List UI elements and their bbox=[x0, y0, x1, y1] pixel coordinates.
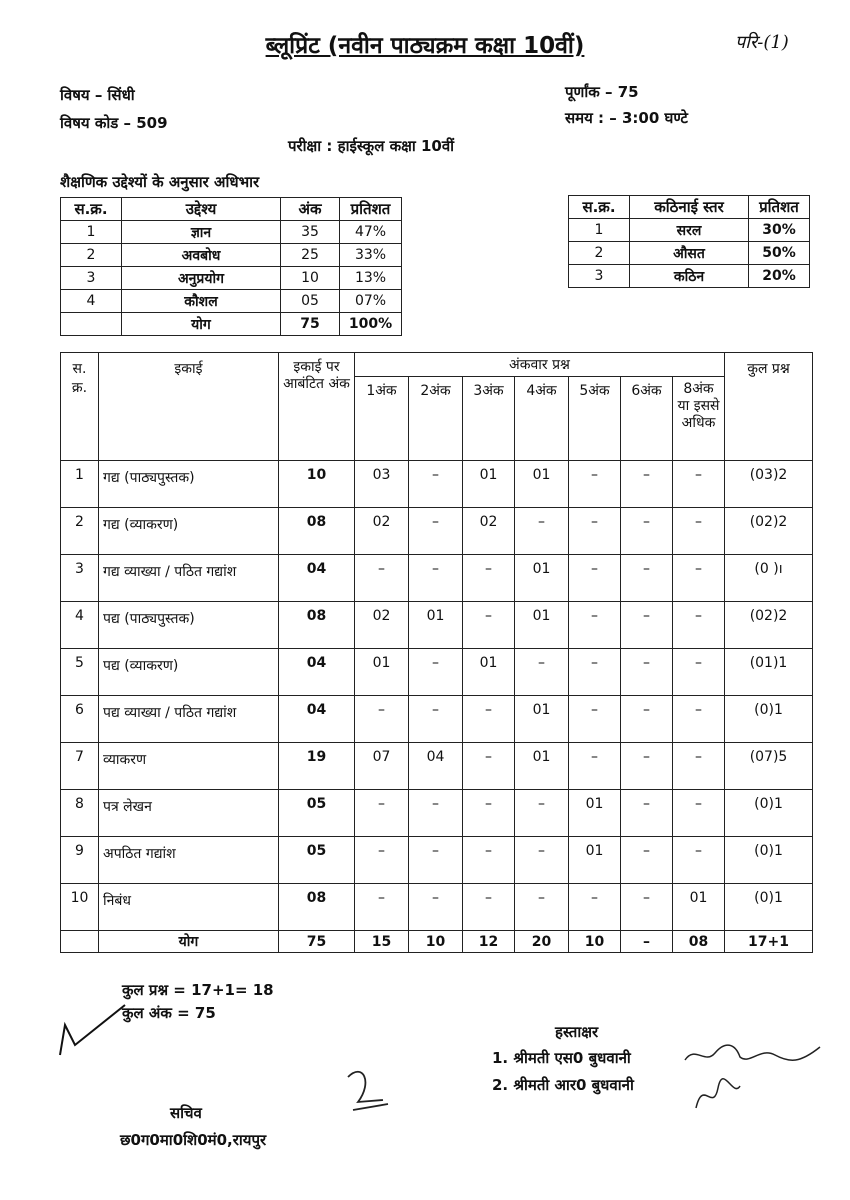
cell: 13% bbox=[340, 267, 402, 290]
cell: – bbox=[409, 696, 463, 743]
header-col-3: 3अंक bbox=[463, 377, 515, 461]
total-marks-note: कुल अंक = 75 bbox=[122, 1004, 216, 1022]
cell: – bbox=[355, 837, 409, 884]
header-col-4: 4अंक bbox=[515, 377, 569, 461]
cell: – bbox=[621, 555, 673, 602]
cell: – bbox=[355, 696, 409, 743]
cell: 10 bbox=[281, 267, 340, 290]
table-row bbox=[61, 290, 402, 313]
cell: (0)1 bbox=[725, 837, 813, 884]
table-row bbox=[61, 602, 813, 649]
cell: – bbox=[515, 884, 569, 931]
cell: – bbox=[673, 649, 725, 696]
header-allotted-marks: इकाई पर आबंटित अंक bbox=[279, 353, 355, 461]
cell: – bbox=[673, 790, 725, 837]
cell: – bbox=[409, 461, 463, 508]
difficulty-table bbox=[568, 195, 810, 288]
exam-time: समय : – 3:00 घण्टे bbox=[565, 109, 688, 127]
cell: – bbox=[463, 743, 515, 790]
cell: – bbox=[569, 602, 621, 649]
cell: कौशल bbox=[122, 290, 281, 313]
cell: 5 bbox=[61, 649, 99, 696]
total-cell: 15 bbox=[355, 931, 409, 953]
header-row-1 bbox=[61, 353, 813, 377]
cell: 4 bbox=[61, 602, 99, 649]
total-cell: 12 bbox=[463, 931, 515, 953]
cell: व्याकरण bbox=[99, 743, 279, 790]
cell: 35 bbox=[281, 221, 340, 244]
cell: 3 bbox=[61, 267, 122, 290]
cell: 01 bbox=[463, 649, 515, 696]
cell: पद्य व्याख्या / पठित गद्यांश bbox=[99, 696, 279, 743]
cell: – bbox=[621, 602, 673, 649]
cell: – bbox=[673, 837, 725, 884]
cell: – bbox=[355, 884, 409, 931]
total-label: योग bbox=[99, 931, 279, 953]
cell: – bbox=[621, 884, 673, 931]
total-cell: 10 bbox=[409, 931, 463, 953]
cell: (0)1 bbox=[725, 790, 813, 837]
cell: – bbox=[409, 508, 463, 555]
col-sno: स.क्र. bbox=[569, 196, 630, 219]
subject: विषय – सिंधी bbox=[60, 86, 135, 104]
cell: – bbox=[569, 649, 621, 696]
cell: (02)2 bbox=[725, 508, 813, 555]
cell: – bbox=[409, 790, 463, 837]
secretary-label: सचिव bbox=[170, 1104, 202, 1122]
cell: पद्य (पाठ्यपुस्तक) bbox=[99, 602, 279, 649]
exam-name: परीक्षा : हाईस्कूल कक्षा 10वीं bbox=[288, 137, 455, 155]
cell: 2 bbox=[569, 242, 630, 265]
cell: 04 bbox=[279, 696, 355, 743]
header-total-questions: कुल प्रश्न bbox=[725, 353, 813, 461]
cell: निबंध bbox=[99, 884, 279, 931]
cell: गद्य (पाठ्यपुस्तक) bbox=[99, 461, 279, 508]
table-row bbox=[61, 743, 813, 790]
cell: – bbox=[355, 790, 409, 837]
cell: – bbox=[409, 884, 463, 931]
cell: 01 bbox=[355, 649, 409, 696]
cell: – bbox=[463, 790, 515, 837]
table-row bbox=[61, 696, 813, 743]
cell: 1 bbox=[61, 221, 122, 244]
cell: 05 bbox=[281, 290, 340, 313]
cell: (0)1 bbox=[725, 696, 813, 743]
cell: पत्र लेखन bbox=[99, 790, 279, 837]
blueprint-table bbox=[60, 352, 813, 953]
cell: – bbox=[621, 461, 673, 508]
cell: – bbox=[515, 790, 569, 837]
cell: – bbox=[463, 837, 515, 884]
objectives-table bbox=[60, 197, 402, 336]
cell: 4 bbox=[61, 290, 122, 313]
cell: 19 bbox=[279, 743, 355, 790]
cell: – bbox=[673, 508, 725, 555]
table-row bbox=[569, 265, 810, 288]
table-row bbox=[61, 244, 402, 267]
signatory-1: 1. श्रीमती एस0 बुधवानी bbox=[492, 1049, 631, 1067]
cell: – bbox=[463, 884, 515, 931]
cell: 01 bbox=[409, 602, 463, 649]
table-row bbox=[61, 461, 813, 508]
signature-heading: हस्ताक्षर bbox=[555, 1023, 599, 1041]
cell: 03 bbox=[355, 461, 409, 508]
header-markwise: अंकवार प्रश्न bbox=[355, 353, 725, 377]
total-cell: 08 bbox=[673, 931, 725, 953]
cell: – bbox=[355, 555, 409, 602]
cell: 04 bbox=[409, 743, 463, 790]
cell: 1 bbox=[61, 461, 99, 508]
total-percent: 100% bbox=[340, 313, 402, 336]
cell: 01 bbox=[515, 696, 569, 743]
cell: 50% bbox=[749, 242, 810, 265]
cell: – bbox=[409, 649, 463, 696]
cell: – bbox=[569, 461, 621, 508]
table-row bbox=[61, 837, 813, 884]
table-row bbox=[61, 267, 402, 290]
objectives-heading: शैक्षणिक उद्देश्यों के अनुसार अधिभार bbox=[60, 173, 260, 191]
cell: सरल bbox=[630, 219, 749, 242]
total-cell: 10 bbox=[569, 931, 621, 953]
cell: (0 )ı bbox=[725, 555, 813, 602]
table-row bbox=[61, 884, 813, 931]
margin-stroke bbox=[55, 1000, 130, 1060]
cell: 01 bbox=[515, 602, 569, 649]
header-unit: इकाई bbox=[99, 353, 279, 461]
col-objective: उद्देश्य bbox=[122, 198, 281, 221]
cell: अपठित गद्यांश bbox=[99, 837, 279, 884]
cell: ज्ञान bbox=[122, 221, 281, 244]
total-questions-note: कुल प्रश्न = 17+1= 18 bbox=[122, 981, 274, 999]
cell: 07% bbox=[340, 290, 402, 313]
col-level: कठिनाई स्तर bbox=[630, 196, 749, 219]
cell: – bbox=[621, 790, 673, 837]
cell: – bbox=[621, 649, 673, 696]
cell: – bbox=[673, 555, 725, 602]
full-marks: पूर्णांक – 75 bbox=[565, 83, 639, 101]
cell: 30% bbox=[749, 219, 810, 242]
cell: 02 bbox=[355, 602, 409, 649]
cell: – bbox=[515, 837, 569, 884]
cell: 01 bbox=[515, 555, 569, 602]
cell: गद्य व्याख्या / पठित गद्यांश bbox=[99, 555, 279, 602]
cell: 04 bbox=[279, 555, 355, 602]
header-col-2: 2अंक bbox=[409, 377, 463, 461]
col-sno: स.क्र. bbox=[61, 198, 122, 221]
cell: – bbox=[409, 837, 463, 884]
cell: 8 bbox=[61, 790, 99, 837]
signature-2 bbox=[688, 1068, 748, 1118]
objectives-header-row bbox=[61, 198, 402, 221]
cell: 25 bbox=[281, 244, 340, 267]
cell: अवबोध bbox=[122, 244, 281, 267]
total-questions: 17+1 bbox=[725, 931, 813, 953]
cell: – bbox=[515, 649, 569, 696]
cell: 33% bbox=[340, 244, 402, 267]
cell: 9 bbox=[61, 837, 99, 884]
cell: – bbox=[673, 602, 725, 649]
cell: 08 bbox=[279, 884, 355, 931]
cell: – bbox=[569, 743, 621, 790]
total-marks: 75 bbox=[281, 313, 340, 336]
cell: 10 bbox=[279, 461, 355, 508]
header-col-6: 6अंक bbox=[621, 377, 673, 461]
cell: 6 bbox=[61, 696, 99, 743]
cell: – bbox=[569, 884, 621, 931]
cell: 01 bbox=[463, 461, 515, 508]
cell: 3 bbox=[61, 555, 99, 602]
table-row bbox=[61, 221, 402, 244]
header-col-8: 8अंक या इससे अधिक bbox=[673, 377, 725, 461]
header-col-1: 1अंक bbox=[355, 377, 409, 461]
cell: (0)1 bbox=[725, 884, 813, 931]
cell: 10 bbox=[61, 884, 99, 931]
cell: 01 bbox=[673, 884, 725, 931]
cell: 2 bbox=[61, 508, 99, 555]
cell: 01 bbox=[569, 837, 621, 884]
total-label: योग bbox=[122, 313, 281, 336]
cell: 02 bbox=[463, 508, 515, 555]
cell: – bbox=[569, 508, 621, 555]
col-percent: प्रतिशत bbox=[749, 196, 810, 219]
cell: 01 bbox=[515, 743, 569, 790]
cell: (07)5 bbox=[725, 743, 813, 790]
cell: 07 bbox=[355, 743, 409, 790]
cell: – bbox=[621, 837, 673, 884]
cell: 04 bbox=[279, 649, 355, 696]
cell: – bbox=[463, 696, 515, 743]
header-col-5: 5अंक bbox=[569, 377, 621, 461]
cell: 08 bbox=[279, 508, 355, 555]
cell: (02)2 bbox=[725, 602, 813, 649]
cell: 20% bbox=[749, 265, 810, 288]
total-cell: – bbox=[621, 931, 673, 953]
cell: – bbox=[569, 696, 621, 743]
cell: 2 bbox=[61, 244, 122, 267]
cell: पद्य (व्याकरण) bbox=[99, 649, 279, 696]
cell: – bbox=[673, 461, 725, 508]
header-sno: स. क्र. bbox=[61, 353, 99, 461]
difficulty-header-row bbox=[569, 196, 810, 219]
blueprint-body bbox=[61, 461, 813, 931]
cell: – bbox=[621, 696, 673, 743]
cell: – bbox=[463, 602, 515, 649]
signature-3 bbox=[338, 1062, 398, 1117]
cell: 47% bbox=[340, 221, 402, 244]
cell: 05 bbox=[279, 837, 355, 884]
cell: 7 bbox=[61, 743, 99, 790]
total-cell: 20 bbox=[515, 931, 569, 953]
cell: – bbox=[515, 508, 569, 555]
cell: – bbox=[569, 555, 621, 602]
table-row bbox=[61, 649, 813, 696]
cell: अनुप्रयोग bbox=[122, 267, 281, 290]
cell: 08 bbox=[279, 602, 355, 649]
cell: – bbox=[409, 555, 463, 602]
signatory-2: 2. श्रीमती आर0 बुधवानी bbox=[492, 1076, 634, 1094]
cell: (03)2 bbox=[725, 461, 813, 508]
cell: 3 bbox=[569, 265, 630, 288]
col-percent: प्रतिशत bbox=[340, 198, 402, 221]
page-title: ब्लूप्रिंट (नवीन पाठ्यक्रम कक्षा 10वीं) bbox=[265, 33, 585, 59]
cell: (01)1 bbox=[725, 649, 813, 696]
cell: 01 bbox=[569, 790, 621, 837]
cell: 05 bbox=[279, 790, 355, 837]
total-row bbox=[61, 313, 402, 336]
table-row bbox=[61, 555, 813, 602]
cell: – bbox=[621, 508, 673, 555]
cell: 01 bbox=[515, 461, 569, 508]
board-name: छ0ग0मा0शि0मं0,रायपुर bbox=[120, 1131, 267, 1149]
col-marks: अंक bbox=[281, 198, 340, 221]
blueprint-total-row bbox=[61, 931, 813, 953]
cell: गद्य (व्याकरण) bbox=[99, 508, 279, 555]
total-marks: 75 bbox=[279, 931, 355, 953]
page-mark: परि-(1) bbox=[735, 32, 789, 53]
table-row bbox=[61, 508, 813, 555]
cell: – bbox=[621, 743, 673, 790]
cell: – bbox=[463, 555, 515, 602]
table-row bbox=[61, 790, 813, 837]
cell: – bbox=[673, 696, 725, 743]
cell: 02 bbox=[355, 508, 409, 555]
cell: – bbox=[673, 743, 725, 790]
cell: औसत bbox=[630, 242, 749, 265]
subject-code: विषय कोड – 509 bbox=[60, 114, 168, 132]
cell: 1 bbox=[569, 219, 630, 242]
table-row bbox=[569, 242, 810, 265]
table-row bbox=[569, 219, 810, 242]
cell: कठिन bbox=[630, 265, 749, 288]
